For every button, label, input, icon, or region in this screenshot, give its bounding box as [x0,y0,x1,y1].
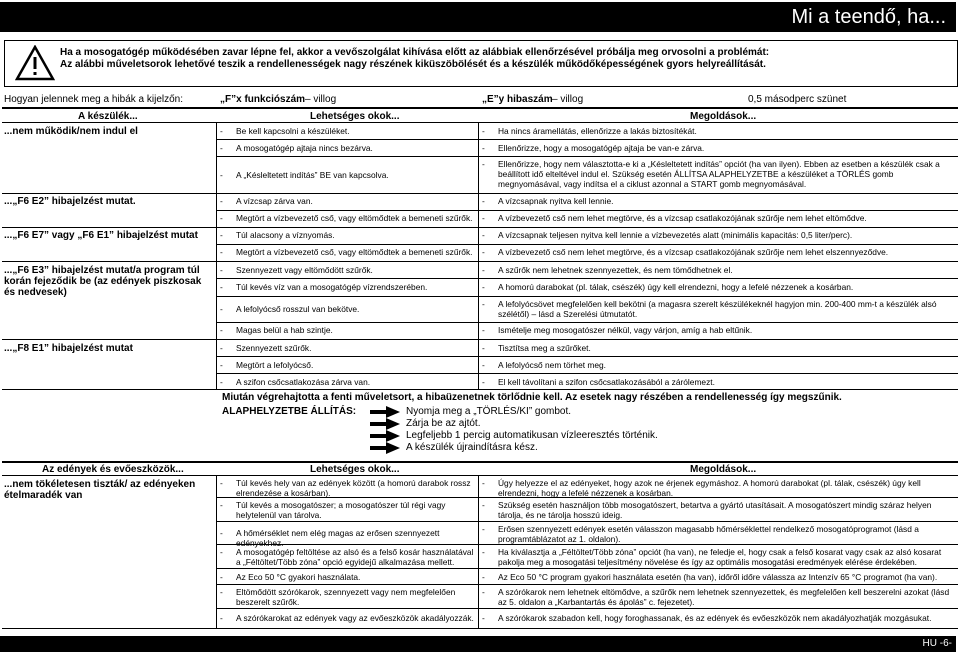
divider [2,261,958,262]
warning-line-2: Az alábbi műveletsorok lehetővé teszik a rendellenességek nagy részének kiküszöbölését és a készülék működőképességének gyors helyreállítását. [60,59,766,70]
reset-step: Nyomja meg a „TÖRLÉS/KI” gombot. [406,406,572,417]
divider [2,193,958,194]
divider [478,122,479,389]
dishes-item: ...nem tökéletesen tiszták/ az edényeken ételmaradék van [4,479,196,501]
header-bar [0,2,956,32]
reset-step: Legfeljebb 1 percig automatikusan vízleeresztés történik. [406,430,658,441]
divider [2,628,958,629]
solution-cell: - Úgy helyezze el az edényeket, hogy azok ne érjenek egymáshoz. A homorú darabokat (pl. tálak, csészék) úgy kell elrendezni, hogy a lefelé nézzenek a kosárban. [482,478,921,498]
solution-cell: - A vízcsapnak teljesen nyitva kell lennie a vízbevezetés alatt (minimális kapacitás: 0,5 liter/perc). [482,230,853,240]
warning-line-1: Ha a mosogatógép működésében zavar lépne fel, akkor a vevőszolgálat kihívása előtt az alábbiak ellenőrzésével próbálja meg orvosolni a problémát: [60,47,770,58]
col-header-causes: Lehetséges okok... [310,464,400,475]
solution-cell: - Ellenőrizze, hogy nem választotta-e ki a „Késleltetett indítás” opciót (ha van ilyen). Ebben az esetben a készülék csak a beállított idő elteltével indul el. Szükség esetén ÁLLÍTSA ALAPHELYZETBE a készüléket a TÖRLÉS gomb megnyomásával, vagy indítsa el a ciklust azonnal a START gomb megnyomásával. [482,159,940,189]
solution-cell: - Ellenőrizze, hogy a mosogatógép ajtaja be van-e zárva. [482,143,705,153]
cause-cell: - Megtört a lefolyócső. [220,360,314,370]
page-title: Mi a teendő, ha... [791,6,946,28]
cause-cell: - A szórókarokat az edények vagy az evőeszközök akadályozzák. [220,613,474,623]
divider [216,296,958,297]
device-item: ...„F8 E1” hibajelzést mutat [4,343,133,354]
cause-cell: - Megtört a vízbevezető cső, vagy eltömődtek a bemeneti szűrők. [220,247,473,257]
solution-cell: - A vízbevezető cső nem lehet megtörve, és a vízcsap csatlakozójának szűrője nem lehet elszennyeződve. [482,247,889,257]
divider [216,356,958,357]
divider [2,475,958,476]
cause-cell: - A „Késleltetett indítás” BE van kapcsolva. [220,170,389,180]
reset-label: ALAPHELYZETBE ÁLLÍTÁS: [222,406,357,417]
solution-cell: - Az Eco 50 °C program gyakori használata esetén (ha van), időről időre válassza az Intenzív 65 °C programot (ha van). [482,572,938,582]
cause-cell: - Be kell kapcsolni a készüléket. [220,126,350,136]
cause-cell: - Szennyezett vagy eltömődött szűrők. [220,265,373,275]
divider [216,156,958,157]
warning-icon [15,45,55,81]
solution-cell: - Ha nincs áramellátás, ellenőrizze a lakás biztosítékát. [482,126,697,136]
cause-cell: - Megtört a vízbevezető cső, vagy eltömődtek a bemeneti szűrők. [220,213,473,223]
divider [2,227,958,228]
legend-pause: 0,5 másodperc szünet [748,94,847,105]
divider [2,107,958,109]
reset-step: Zárja be az ajtót. [406,418,481,429]
col-header-causes: Lehetséges okok... [310,111,400,122]
cause-cell: - Túl kevés a mosogatószer; a mosogatószer túl régi vagy helytelenül van tárolva. [220,500,446,520]
solution-cell: - A homorú darabokat (pl. tálak, csészék) úgy kell elrendezni, hogy a lefelé nézzenek a kosárban. [482,282,854,292]
solution-cell: - A lefolyócső nem törhet meg. [482,360,606,370]
reset-step: A készülék újraindításra kész. [406,442,538,453]
divider [216,139,958,140]
solution-cell: - Ha kiválasztja a „Féltöltet/Több zóna” opciót (ha van), ne feledje el, hogy csak a felső kosarat vagy csak az alsó kosarat pakolja meg a mosogatási teljesítmény növelése és így az optimális mosogatási eredmények elérése érdekében. [482,547,942,567]
legend-f-code: „F”x funkciószám [220,94,306,105]
warning-box [4,40,958,87]
cause-cell: - A hőmérséklet nem elég magas az erősen szennyezett edényekhez. [220,528,440,548]
cause-cell: - A mosogatógép ajtaja nincs bezárva. [220,143,373,153]
divider [216,278,958,279]
solution-cell: - Szükség esetén használjon több mosogatószert, betartva a gyártó utasításait. A mosogatószert mindig száraz helyen tárolja, és ne tárolja hosszú ideig. [482,500,932,520]
solution-cell: - A lefolyócsövet megfelelően kell bekötni (a magasra szerelt készülékeknél hagyjon min. 200-400 mm-t a készülék alsó szélétől) – lásd a Szerelési útmutatót. [482,299,937,319]
divider [216,568,958,569]
cause-cell: - A vízcsap zárva van. [220,196,313,206]
device-item: ...„F6 E7” vagy „F6 E1” hibajelzést mutat [4,230,198,241]
arrow-icon [370,406,400,418]
footer-bar [0,636,956,652]
col-header-device: A készülék... [78,111,138,122]
col-header-dishes: Az edények és evőeszközök... [42,464,184,475]
divider [216,521,958,522]
page-number: HU -6- [922,638,952,649]
legend-e-code: „E”y hibaszám [482,94,553,105]
solution-cell: - Tisztítsa meg a szűrőket. [482,343,591,353]
cause-cell: - Túl alacsony a víznyomás. [220,230,335,240]
reset-intro: Miután végrehajtotta a fenti műveletsort, a hibaüzenetnek törlődnie kell. Az esetek nagy részében a rendellenesség így megszűnik. [222,392,842,403]
divider [2,461,958,463]
divider [2,122,958,123]
device-item: ...„F6 E3” hibajelzést mutat/a program túl korán fejeződik be (az edények piszkosak és nedvesek) [4,265,202,298]
divider [216,122,217,389]
arrow-icon [370,430,400,442]
cause-cell: - Szennyezett szűrők. [220,343,312,353]
divider [216,322,958,323]
device-item: ...„F6 E2” hibajelzést mutat. [4,196,136,207]
solution-cell: - El kell távolítani a szifon csőcsatlakozásából a zárólemezt. [482,377,715,387]
divider [216,584,958,585]
solution-cell: - Ismételje meg mosogatószer nélkül, vagy várjon, amíg a hab eltűnik. [482,325,753,335]
cause-cell: - A mosogatógép feltöltése az alsó és a felső kosár használatával a „Féltöltet/Több zóna” opció egyidejű alkalmazása mellett. [220,547,474,567]
legend-e-blink: – villog [552,94,584,105]
cause-cell: - A szifon csőcsatlakozása zárva van. [220,377,371,387]
divider [216,373,958,374]
cause-cell: - Túl kevés víz van a mosogatógép vízrendszerében. [220,282,428,292]
col-header-solutions: Megoldások... [690,464,757,475]
cause-cell: - Magas belül a hab szintje. [220,325,333,335]
arrow-icon [370,418,400,430]
solution-cell: - A vízbevezető cső nem lehet megtörve, és a vízcsap csatlakozójának szűrője nem lehet eltömődve. [482,213,867,223]
col-header-solutions: Megoldások... [690,111,757,122]
solution-cell: - A szórókarok nem lehetnek eltömődve, a szűrők nem lehetnek szennyezettek, és megfelelően kell beszerelni azokat (lásd az 5. oldalon a „Karbantartás és ápolás” c. fejezetet). [482,587,950,607]
divider [216,210,958,211]
cause-cell: - Eltömődött szórókarok, szennyezett vagy nem megfelelően beszerelt szűrők. [220,587,456,607]
solution-cell: - A vízcsapnak nyitva kell lennie. [482,196,614,206]
divider [2,389,958,390]
device-item: ...nem működik/nem indul el [4,126,138,137]
divider [216,608,958,609]
solution-cell: - A szűrők nem lehetnek szennyezettek, és nem tömődhetnek el. [482,265,733,275]
cause-cell: - A lefolyócső rosszul van bekötve. [220,304,360,314]
legend-lead: Hogyan jelennek meg a hibák a kijelzőn: [4,94,183,105]
legend-f-blink: – villog [305,94,337,105]
solution-cell: - Erősen szennyezett edények esetén válasszon magasabb hőmérséklettel rendelkező mosogatóprogramot (lásd a programtáblázatot az 1. oldalon). [482,524,919,544]
cause-cell: - Túl kevés hely van az edények között (a homorú darabok rossz elrendezése a kosárban). [220,478,471,498]
divider [2,339,958,340]
solution-cell: - A szórókarok szabadon kell, hogy foroghassanak, és az edények és evőeszközök nem akadályozhatják mozgásukat. [482,613,932,623]
cause-cell: - Az Eco 50 °C gyakori használata. [220,572,361,582]
arrow-icon [370,442,400,454]
divider [216,244,958,245]
